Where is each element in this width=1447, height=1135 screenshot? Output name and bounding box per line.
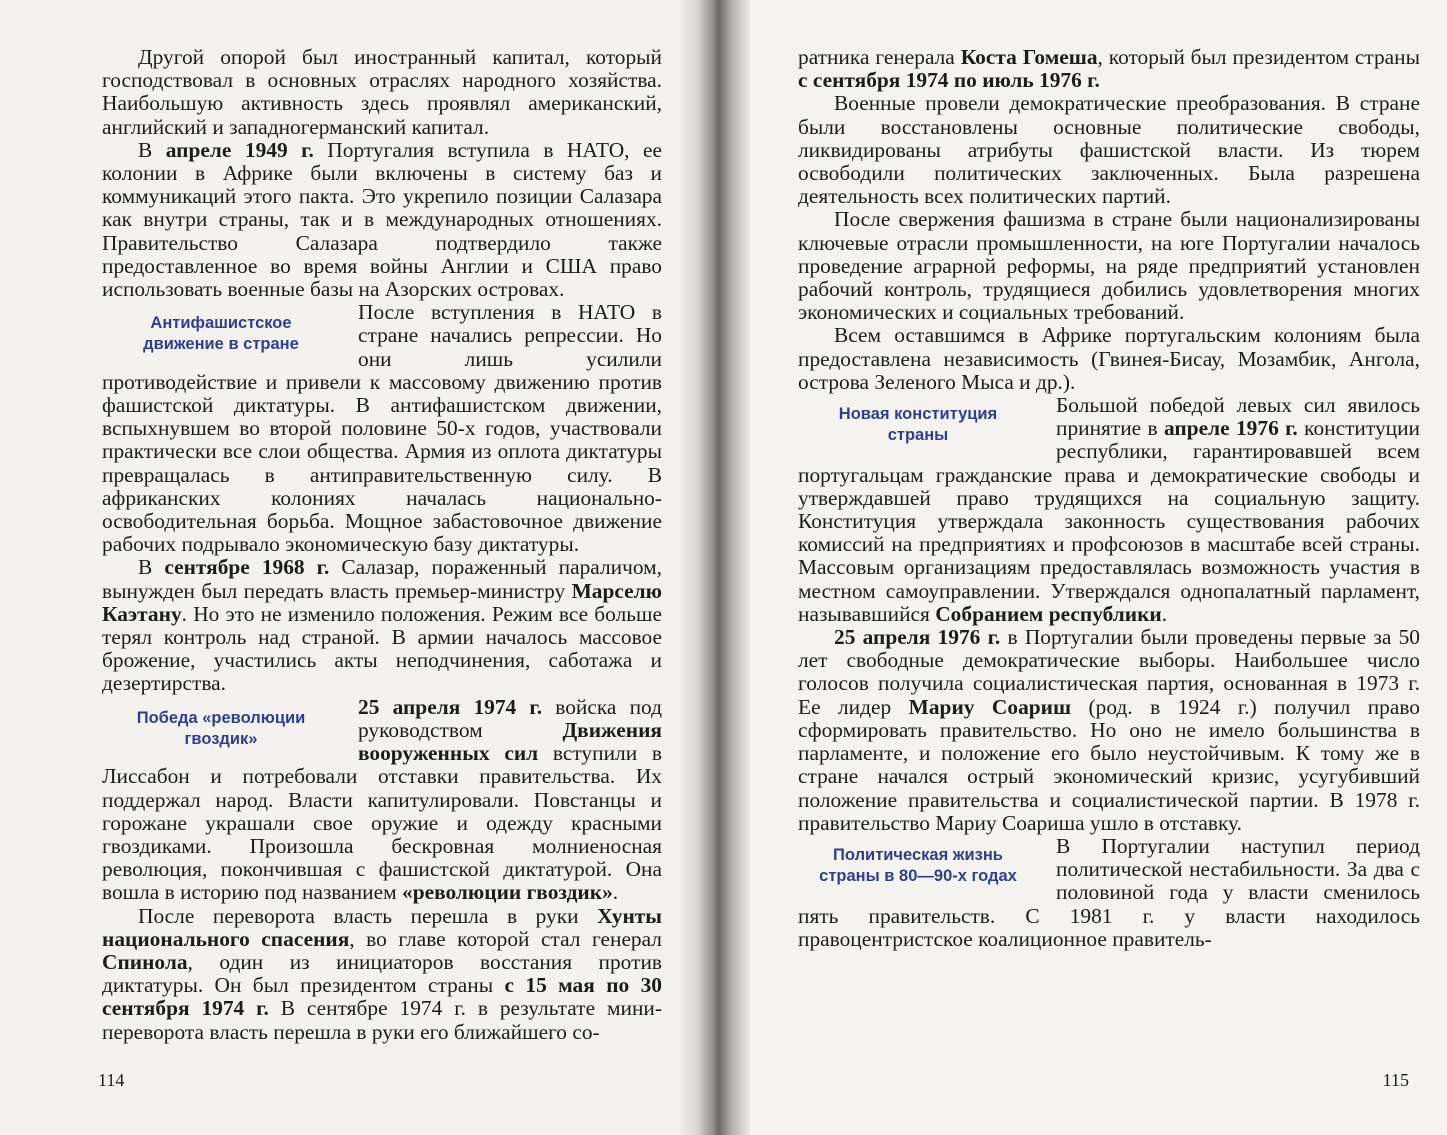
- date: 25 апреля 1976 г.: [834, 625, 1001, 650]
- paragraph: После свержения фашизма в стране были национализированы ключевые отрасли промышленности, на юге Португалии началось проведение аграрной реформы, на ряде предприятий установлен рабочий контроль, трудящиеся добились удовлетворения многих экономических и социальных требований.: [798, 207, 1420, 325]
- paragraph: Большой победой левых сил явилось принятие в апреле 1976 г. конституции республики, гарантировавшей всем португальцам гражданские права и демократические свободы и утверждавшей право трудящихся на социальную защиту. Конституция утверждала законность существования рабочих комиссий на предприятиях и профсоюзов в масштабе всей страны. Массовым организациям предоставлялась возможность участия в местном самоуправлении. Утверждался однопалатный парламент, называвшийся Собранием республики.: [798, 393, 1420, 626]
- paragraph: ратника генерала Коста Гомеша, который был президентом страны с сентября 1974 по июль 1976 г.: [798, 45, 1420, 93]
- date: апреле 1949 г.: [165, 137, 314, 162]
- person-name: Спинола: [102, 949, 188, 974]
- page-number: 114: [98, 1070, 125, 1090]
- paragraph: 25 апреля 1974 г. войска под руководством Движения вооруженных сил вступили в Лиссабон и потребовали отставки правительства. Их поддержал народ. Власти капитулировали. Повстанцы и горожане украшали свое оружие и одежду красными гвоздиками. Произошла бескровная молниеносная революция, покончившая с фашистской диктатурой. Она вошла в историю под названием «революции гвоздик».: [102, 694, 662, 905]
- organization-name: Хунты национального спасения: [102, 903, 662, 951]
- paragraph: 25 апреля 1976 г. в Португалии были проведены первые за 50 лет свободные демократические выборы. Наибольшее число голосов получила социалистическая партия, основанная в 1973 г. Ее лидер Мариу Соариш (род. в 1924 г.) получил право сформировать правительство. Но оно не имело большинства в парламенте, и положение его было неустойчивым. К тому же в стране начался острый экономический кризис, усугубивший положение правительства и социалистической партии. В 1978 г. правительство Мариу Соариша ушло в отставку.: [798, 625, 1420, 835]
- book-spine-shadow: [680, 0, 750, 1135]
- paragraph: После вступления в НАТО в стране начались репрессии. Но они лишь усилили противодействие и привели к массовому движению против фашистской диктатуры. В антифашистском движении, вспыхнувшем во второй половине 50-х годов, участвовали практически все слои общества. Армия из оплота диктатуры превращалась в антиправительственную силу. В африканских колониях началась национально-освободительная борьба. Мощное забастовочное движение рабочих подрывало экономическую базу диктатуры.: [102, 300, 662, 557]
- left-text-column: [102, 46, 662, 1044]
- date: с 15 мая по 30 сентября 1974 г.: [102, 973, 662, 1021]
- person-name: Коста Гомеша: [960, 45, 1098, 69]
- paragraph: После переворота власть перешла в руки Хунты национального спасения, во главе которой стал генерал Спинола, один из инициаторов восстания против диктатуры. Он был президентом страны с 15 мая по 30 сентября 1974 г. В сентябре 1974 г. в результате мини-переворота власть перешла в руки его ближайшего со-: [102, 903, 662, 1044]
- page-number: 115: [1382, 1070, 1409, 1090]
- paragraph: Всем оставшимся в Африке португальским колониям была предоставлена независимость (Гвинея-Бисау, Мозамбик, Ангола, острова Зеленого Мыса и др.).: [798, 323, 1420, 394]
- date: с сентября 1974 по июль 1976 г.: [798, 68, 1100, 93]
- paragraph: Военные провели демократические преобразования. В стране были восстановлены основные политические свободы, ликвидированы атрибуты фашистской власти. Из тюрем освободили политических заключенных. Была разрешена деятельность всех политических партий.: [798, 91, 1420, 209]
- date: сентябре 1968 г.: [164, 555, 330, 580]
- left-page: [0, 0, 700, 1135]
- term: «революции гвоздик»: [402, 880, 613, 905]
- side-heading-political-life: Политическая жизнь страны в 80—90-х годах: [819, 845, 1017, 885]
- organization-name: Движения вооруженных сил: [358, 717, 662, 766]
- person-name: Мариу Соариш: [908, 694, 1072, 719]
- paragraph: В сентябре 1968 г. Салазар, пораженный параличом, вынужден был передать власть премьер-министру Марселю Каэтану. Но это не изменило положения. Режим все больше терял контроль над страной. В армии началось массовое брожение, участились акты неподчинения, саботажа и дезертирства.: [102, 555, 662, 696]
- right-text-column: [798, 46, 1420, 951]
- term: Собранием республики: [935, 601, 1162, 626]
- right-page: [735, 0, 1447, 1135]
- paragraph: Другой опорой был иностранный капитал, который господствовал в основных отраслях народного хозяйства. Наибольшую активность здесь проявлял американский, английский и западногерманский капитал.: [102, 45, 662, 139]
- date: 25 апреля 1974 г.: [358, 694, 543, 719]
- person-name: Марселю Каэтану: [102, 578, 662, 626]
- side-heading-antifascist: Антифашистское движение в стране: [143, 314, 299, 354]
- date: апреле 1976 г.: [1164, 416, 1298, 441]
- side-heading-carnation-revolution: Победа «революции гвоздик»: [136, 708, 306, 748]
- side-heading-new-constitution: Новая конституция страны: [838, 405, 998, 445]
- paragraph: В Португалии наступил период политической нестабильности. За два с половиной года у власти сменилось пять правительств. С 1981 г. у власти находилось правоцентристское коалиционное правитель-: [798, 833, 1420, 951]
- paragraph: В апреле 1949 г. Португалия вступила в НАТО, ее колонии в Африке были включены в систему баз и коммуникаций этого пакта. Это укрепило позиции Салазара как внутри страны, так и в международных отношениях. Правительство Салазара подтвердило также предоставленное во время войны Англии и США право использовать военные базы на Азорских островах.: [102, 137, 662, 302]
